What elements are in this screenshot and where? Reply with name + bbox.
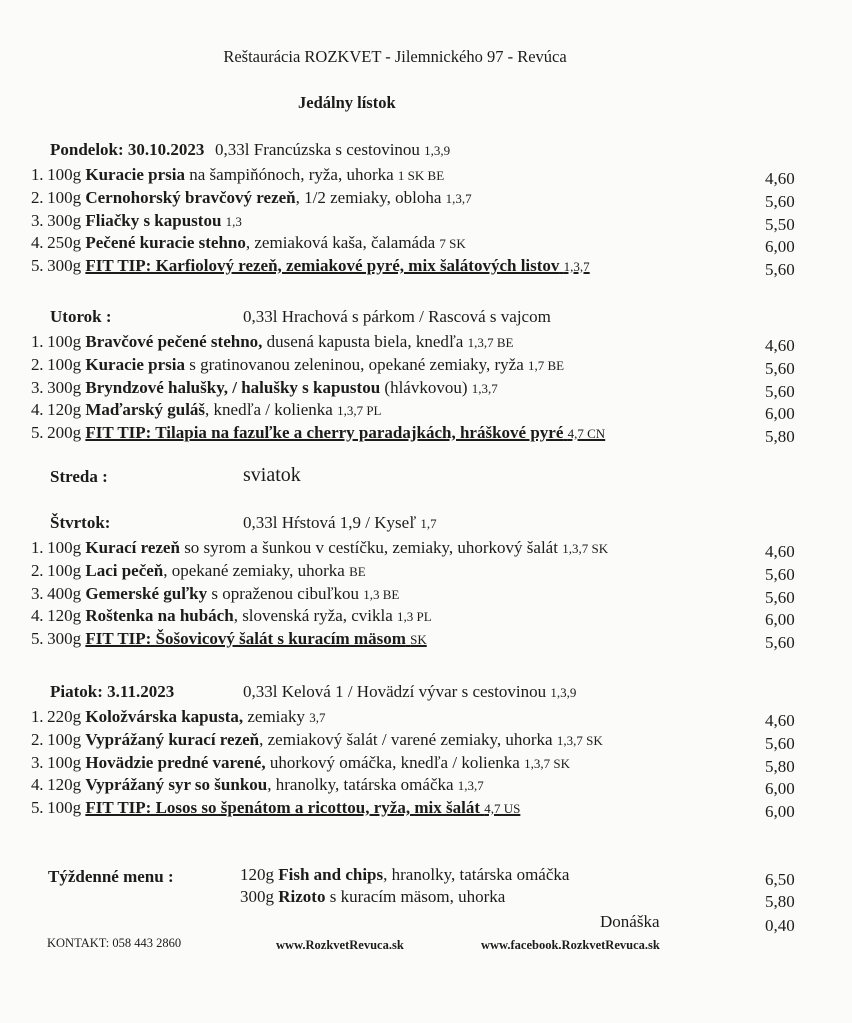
item-desc: (hlávkovou) (380, 377, 472, 397)
item-price: 5,60 (765, 381, 795, 401)
item-name: Cernohorský bravčový rezeň (85, 187, 296, 207)
soup-name: Hŕstová 1,9 / Kyseľ (281, 513, 421, 532)
item-allergens: 1,3,7 (471, 380, 498, 396)
item-name: Laci pečeň (85, 560, 164, 580)
item-number: 2. (31, 729, 48, 749)
item-name: FIT TIP: Tilapia na fazuľke a cherry paradajkách, hráškové pyré (85, 423, 564, 443)
day-heading: Piatok: 3.11.2023 (50, 682, 175, 701)
fit-tip-item (85, 629, 426, 648)
item-number: 3. (31, 752, 48, 772)
soup-line (243, 682, 576, 702)
menu-item (31, 187, 472, 209)
item-allergens: 1,3,7 SK (562, 541, 609, 556)
item-number: 2. (31, 560, 48, 580)
item-name: Bravčové pečené stehno, (85, 332, 263, 351)
item-desc: s gratinovanou zeleninou, opekané zemiaky, ryža (185, 354, 529, 374)
item-price: 5,60 (765, 358, 795, 378)
menu-item (31, 210, 242, 232)
soup-line (243, 513, 437, 533)
item-weight: 120g (47, 775, 86, 795)
item-name: Bryndzové halušky, / halušky s kapustou (85, 377, 381, 397)
item-number: 1. (31, 707, 48, 726)
item-allergens: 1,7 BE (528, 357, 565, 373)
item-desc: zemiaky (243, 707, 310, 726)
item-name: FIT TIP: Karfiolový rezeň, zemiakové pyré, mix šalátových listov (85, 256, 560, 276)
delivery-price: 0,40 (765, 916, 795, 935)
item-number: 4. (31, 233, 48, 253)
item-allergens: 4,7 US (484, 801, 521, 817)
item-number: 3. (31, 377, 48, 397)
item-desc: dusená kapusta biela, knedľa (262, 332, 468, 351)
item-name: Kurací rezeň (85, 538, 180, 557)
item-weight: 250g (47, 233, 86, 253)
item-price: 5,60 (765, 633, 795, 653)
menu-item (31, 377, 498, 399)
item-allergens: 1,3,7 PL (337, 403, 382, 419)
item-name: Fliačky s kapustou (85, 210, 222, 230)
item-price: 4,60 (765, 542, 795, 561)
fit-tip-item (85, 256, 589, 275)
delivery-label: Donáška (600, 912, 660, 931)
item-price: 6,00 (765, 610, 795, 630)
soup-allergens: 1,3,9 (550, 685, 577, 700)
item-allergens: 1,3 PL (397, 609, 432, 625)
item-number: 2. (31, 354, 48, 374)
day-heading: Pondelok: 30.10.2023 (50, 140, 205, 159)
menu-item (31, 774, 484, 796)
soup-name: Francúzska s cestovinou (253, 140, 425, 159)
item-desc: , 1/2 zemiaky, obloha (295, 187, 446, 207)
item-weight: 300g (240, 887, 274, 906)
item-number: 1. (31, 538, 48, 557)
item-allergens: 1,3,7 SK (524, 755, 570, 771)
menu-item (31, 164, 444, 186)
item-price: 5,80 (765, 427, 795, 447)
menu-item (31, 354, 564, 376)
item-desc: s opraženou cibuľkou (207, 583, 364, 603)
item-price: 5,60 (765, 564, 795, 584)
day-heading: Streda : (50, 467, 108, 486)
item-price: 6,50 (765, 870, 795, 889)
menu-item (31, 255, 590, 277)
item-number: 5. (31, 256, 48, 276)
item-weight: 120g (47, 400, 86, 420)
item-allergens: 1,3,7 (457, 778, 484, 794)
item-weight: 100g (47, 729, 86, 749)
soup-amount: 0,33l (243, 307, 282, 326)
soup-name: Hrachová s párkom / Rascová s vajcom (281, 307, 551, 326)
item-weight: 100g (47, 798, 86, 818)
soup-allergens: 1,3,9 (424, 143, 451, 158)
fit-tip-item (85, 423, 605, 442)
website-link[interactable]: www.RozkvetRevuca.sk (276, 938, 404, 952)
item-number: 3. (31, 583, 48, 603)
item-name: Roštenka na hubách (85, 606, 234, 626)
item-price: 6,00 (765, 237, 795, 257)
item-desc: , opekané zemiaky, uhorka (163, 560, 350, 580)
menu-item (31, 729, 603, 751)
item-name: Gemerské guľky (85, 583, 208, 603)
item-weight: 100g (47, 332, 86, 351)
menu-item (31, 422, 605, 444)
item-weight: 100g (47, 560, 86, 580)
item-number: 1. (31, 332, 48, 351)
item-price: 4,60 (765, 169, 795, 188)
menu-item (31, 537, 608, 559)
soup-line (215, 140, 450, 160)
menu-item (31, 628, 427, 650)
item-name: Rizoto (278, 887, 326, 906)
item-name: Koložvárska kapusta, (85, 707, 244, 726)
item-number: 4. (31, 400, 48, 420)
soup-amount: 0,33l (243, 513, 282, 532)
item-number: 5. (31, 629, 48, 649)
item-desc: s kuracím mäsom, uhorka (325, 887, 506, 906)
item-desc: , hranolky, tatárska omáčka (267, 775, 458, 795)
item-number: 5. (31, 423, 48, 443)
item-number: 4. (31, 775, 48, 795)
item-desc: , slovenská ryža, cvikla (233, 606, 398, 626)
item-allergens: 1,3 BE (363, 586, 400, 602)
item-allergens: 1,3,7 SK (556, 732, 603, 748)
item-name: Fish and chips (278, 865, 384, 884)
item-weight: 100g (47, 354, 86, 374)
item-weight: 120g (47, 606, 86, 626)
soup-name: Kelová 1 / Hovädzí vývar s cestovinou (281, 682, 551, 701)
item-desc: , zemiakový šalát / varené zemiaky, uhorka (259, 729, 557, 749)
item-price: 5,80 (765, 892, 795, 911)
item-price: 6,00 (765, 404, 795, 424)
fit-tip-item (85, 798, 520, 817)
item-allergens: BE (349, 563, 366, 579)
soup-amount: 0,33l (215, 140, 254, 159)
item-price: 6,00 (765, 802, 795, 822)
item-number: 1. (31, 165, 48, 184)
menu-item (31, 560, 366, 582)
weekly-item (240, 864, 569, 886)
item-desc: uhorkový omáčka, knedľa / kolienka (265, 752, 525, 772)
day-heading: Štvrtok: (50, 513, 111, 532)
item-desc: na šampiňónoch, ryža, uhorka (185, 165, 398, 184)
item-price: 5,50 (765, 214, 795, 234)
item-name: Pečené kuracie stehno (85, 233, 246, 253)
soup-line (243, 307, 551, 327)
item-allergens: 3,7 (309, 710, 326, 725)
item-weight: 120g (240, 865, 274, 884)
weekly-menu-label: Týždenné menu : (48, 867, 174, 886)
item-name: Maďarský guláš (85, 400, 206, 420)
item-weight: 100g (47, 165, 86, 184)
item-name: Vyprážaný kurací rezeň (85, 729, 260, 749)
contact-phone: KONTAKT: 058 443 2860 (47, 936, 182, 950)
item-weight: 100g (47, 187, 86, 207)
item-desc: , knedľa / kolienka (205, 400, 338, 420)
item-weight: 300g (47, 256, 86, 276)
item-price: 5,60 (765, 191, 795, 211)
item-weight: 200g (47, 423, 86, 443)
weekly-item (240, 886, 505, 908)
item-allergens: 1,3,7 BE (467, 335, 514, 350)
menu-item (31, 399, 381, 421)
menu-item (31, 605, 432, 627)
item-allergens: 7 SK (439, 236, 466, 252)
menu-item (31, 797, 520, 819)
item-weight: 400g (47, 583, 86, 603)
item-allergens: 1 SK BE (397, 168, 445, 183)
item-price: 4,60 (765, 711, 795, 730)
item-desc: , hranolky, tatárska omáčka (383, 865, 570, 884)
item-name: Hovädzie predné varené, (85, 752, 266, 772)
item-desc: , zemiaková kaša, čalamáda (245, 233, 440, 253)
soup-amount: 0,33l (243, 682, 282, 701)
item-allergens: 1,3,7 (445, 190, 472, 206)
day-heading: Utorok : (50, 307, 112, 326)
item-weight: 100g (47, 752, 86, 772)
holiday-note: sviatok (243, 464, 301, 486)
item-price: 5,60 (765, 733, 795, 753)
item-name: Kuracie prsia (85, 165, 185, 184)
item-number: 4. (31, 606, 48, 626)
item-allergens: SK (410, 632, 427, 648)
restaurant-title: Reštaurácia ROZKVET - Jilemnického 97 - Revúca (223, 47, 567, 66)
item-price: 4,60 (765, 336, 795, 355)
item-allergens: 1,3 (225, 213, 242, 229)
item-number: 5. (31, 798, 48, 818)
facebook-link[interactable]: www.facebook.RozkvetRevuca.sk (481, 938, 660, 952)
item-allergens: 4,7 CN (567, 426, 606, 442)
item-allergens: 1,3,7 (563, 259, 590, 275)
menu-item (31, 706, 325, 728)
item-price: 5,60 (765, 260, 795, 280)
item-name: FIT TIP: Šošovicový šalát s kuracím mäsom (85, 629, 406, 649)
soup-allergens: 1,7 (420, 516, 437, 531)
item-price: 5,80 (765, 756, 795, 776)
item-number: 3. (31, 210, 48, 230)
menu-item (31, 331, 513, 353)
menu-item (31, 583, 399, 605)
item-name: Kuracie prsia (85, 354, 185, 374)
item-number: 2. (31, 187, 48, 207)
item-weight: 300g (47, 629, 86, 649)
item-name: FIT TIP: Losos so špenátom a ricottou, ryža, mix šalát (85, 798, 480, 818)
item-weight: 300g (47, 210, 86, 230)
item-weight: 100g (47, 538, 86, 557)
item-weight: 300g (47, 377, 86, 397)
item-name: Vyprážaný syr so šunkou (85, 775, 268, 795)
item-price: 5,60 (765, 587, 795, 607)
menu-item (31, 752, 570, 774)
item-desc: so syrom a šunkou v cestíčku, zemiaky, uhorkový šalát (179, 538, 563, 557)
item-price: 6,00 (765, 779, 795, 799)
menu-item (31, 232, 466, 254)
menu-title: Jedálny lístok (298, 93, 396, 112)
item-weight: 220g (47, 707, 86, 726)
